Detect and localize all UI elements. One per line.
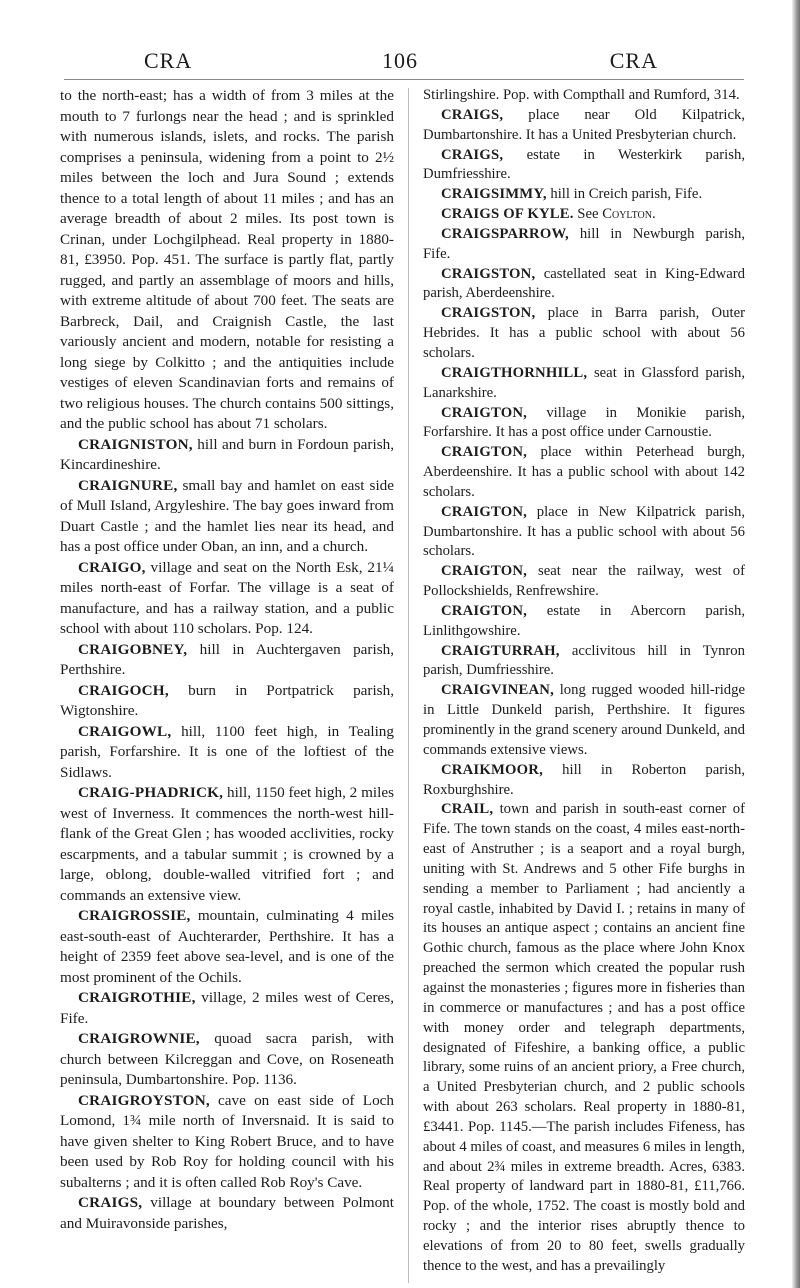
entry-text: castellated seat in King-Edward parish, Aberdeenshire. — [423, 265, 745, 302]
gazetteer-entry — [60, 988, 394, 1029]
gazetteer-entry — [423, 185, 745, 205]
gazetteer-entry — [60, 722, 394, 784]
entry-text: mountain, culminating 4 miles east-south-east of Auchterarder, Perthshire. It has a height of 2359 feet above sea-level, and is one of the most prominent of the Ochils. — [60, 907, 394, 986]
entry-headword: CRAIGNURE, — [78, 476, 178, 494]
page-edge-shadow — [792, 0, 800, 1288]
entry-headword: CRAIGTON, — [441, 602, 527, 619]
entry-headword: CRAIGSTON, — [441, 265, 536, 282]
entry-text: hill, 1150 feet high, 2 miles west of Inverness. It commences the north-west hill-flank of the Great Glen ; has wooded acclivities, rocky escarpments, and a tabular summit ; is crowned by a large, oblong, double-walled vitrified fort ; and commands an extensive view. — [60, 784, 394, 904]
entry-headword: CRAIGTURRAH, — [441, 642, 560, 659]
gazetteer-entry — [423, 503, 745, 563]
gazetteer-entry — [423, 602, 745, 642]
entry-text: hill in Roberton parish, Roxburghshire. — [423, 761, 745, 798]
entry-text: hill and burn in Fordoun parish, Kincardineshire. — [60, 435, 394, 473]
entry-text: long rugged wooded hill-ridge in Little Dunkeld parish, Perthshire. It figures prominently in the grand scenery around Dunkeld, and commands extensive views. — [423, 682, 745, 758]
gazetteer-entry — [60, 1029, 394, 1091]
gazetteer-entry — [60, 681, 394, 722]
entry-text: burn in Portpatrick parish, Wigtonshire. — [60, 681, 394, 719]
gazetteer-entry — [423, 642, 745, 682]
page-number: 106 — [382, 48, 418, 73]
entry-headword: CRAIGROTHIE, — [78, 989, 196, 1006]
gazetteer-entry — [60, 435, 394, 476]
entry-text: hill in Auchtergaven parish, Perthshire. — [60, 640, 394, 678]
entry-text: seat near the railway, west of Pollockshields, Renfrewshire. — [423, 563, 745, 600]
entry-headword: CRAIG-PHADRICK, — [78, 784, 224, 801]
entry-headword: CRAIGOBNEY, — [78, 640, 188, 658]
entry-text: See — [573, 206, 603, 223]
gazetteer-entry — [423, 304, 745, 364]
entry-headword: CRAIL, — [441, 801, 494, 818]
entry-headword: CRAIGSIMMY, — [441, 186, 547, 203]
entry-headword: CRAIGROSSIE, — [78, 907, 191, 924]
left-column — [60, 86, 394, 1234]
gazetteer-entry — [423, 106, 745, 146]
entry-headword: CRAIGTHORNHILL, — [441, 364, 588, 381]
gazetteer-entry — [423, 562, 745, 602]
entry-headword: CRAIGO, — [78, 558, 146, 576]
gazetteer-entry — [423, 761, 745, 801]
entry-headword: CRAIGS, — [441, 146, 504, 163]
entry-headword: CRAIGS OF KYLE. — [441, 206, 574, 223]
entry-headword: CRAIGS, — [78, 1194, 143, 1211]
entry-headword: CRAIGVINEAN, — [441, 682, 554, 699]
entry-text: village at boundary between Polmont and Muiravonside parishes, — [60, 1194, 394, 1232]
header-rule — [64, 79, 744, 80]
gazetteer-entry — [60, 558, 394, 640]
entry-headword: CRAIGTON, — [441, 404, 527, 421]
right-column — [423, 86, 745, 1277]
gazetteer-entry — [423, 681, 745, 760]
entry-text: village and seat on the North Esk, 21¼ miles north-east of Forfar. The village is a seat of manufacture, and has a railway station, and a public school with about 110 scholars. Pop. 124. — [60, 558, 394, 637]
entry-headword: CRAIGTON, — [441, 563, 527, 580]
entry-text: place in New Kilpatrick parish, Dumbartonshire. It has a public school with about 56 scholars. — [423, 503, 745, 560]
entry-text: hill, 1100 feet high, in Tealing parish, Forfarshire. It is one of the loftiest of the Sidlaws. — [60, 722, 394, 781]
gazetteer-entry — [60, 1091, 394, 1194]
entry-headword: CRAIGSPARROW, — [441, 225, 569, 242]
gazetteer-entry — [423, 404, 745, 444]
entry-headword: CRAIGSTON, — [441, 305, 536, 322]
entry-headword: CRAIGS, — [441, 106, 504, 123]
entry-text: village in Monikie parish, Forfarshire. It has a post office under Carnoustie. — [423, 404, 745, 441]
entry-headword: CRAIGOWL, — [78, 722, 172, 740]
gazetteer-entry — [60, 640, 394, 681]
page-header — [60, 48, 740, 76]
gazetteer-entry — [423, 225, 745, 265]
entry-text: place within Peterhead burgh, Aberdeenshire. It has a public school with about 142 scholars. — [423, 444, 745, 500]
entry-text: village, 2 miles west of Ceres, Fife. — [60, 989, 394, 1027]
gazetteer-entry — [60, 783, 394, 906]
entry-headword: CRAIGOCH, — [78, 681, 169, 699]
entry-text: seat in Glassford parish, Lanarkshire. — [423, 364, 745, 401]
entry-headword: CRAIGTON, — [441, 444, 527, 461]
entry-text: Stirlingshire. Pop. with Compthall and Rumford, 314. — [423, 87, 740, 103]
entry-cross-reference: Coylton. — [602, 206, 656, 223]
entry-headword: CRAIKMOOR, — [441, 761, 543, 778]
entry-text: hill in Creich parish, Fife. — [546, 186, 703, 203]
gazetteer-entry — [60, 1193, 394, 1234]
entry-text: hill in Newburgh parish, Fife. — [423, 225, 745, 262]
gazetteer-entry — [423, 86, 745, 106]
entry-text: cave on east side of Loch Lomond, 1¾ mile north of Inversnaid. It is said to have given shelter to King Robert Bruce, and to have been used by Rob Roy for holding council with his subalterns ; and it is often called Rob Roy's Cave. — [60, 1091, 394, 1191]
entry-text: town and parish in south-east corner of Fife. The town stands on the coast, 4 miles east-north-east of Anstruther ; is a seaport and a royal burgh, uniting with St. Andrews and 5 other Fife burghs in sending a member to Parliament ; had anciently a royal castle, inhabited by David I. ; retains in many of its houses an antique aspect ; contains an ancient fine Gothic church, famous as the place where John Knox preached the sermon which created the popular rush against the monasteries ; figures more in fisheries than in commerce or manufactures ; and has a post office with money order and telegraph departments, designated of Fifeshire, a banking office, a public library, some ruins of an ancient priory, a Free church, a United Presbyterian church, and 2 public schools with about 263 scholars. Real property in 1880-81, £3441. Pop. 1145.—The parish includes Fifeness, has about 4 miles of coast, and measures 6 miles in length, and about 2¾ miles in extreme breadth. Acres, 6383. Real property of landward part in 1880-81, £11,766. Pop. of the whole, 1752. The coast is mostly bold and rocky ; and the interior rises abruptly thence to elevations of from 20 to 80 feet, swells gradually thence to the west, and has a prevailingly — [423, 801, 745, 1274]
entry-text: estate in Westerkirk parish, Dumfriesshire. — [423, 146, 745, 183]
entry-headword: CRAIGROYSTON, — [78, 1091, 210, 1109]
entry-text: place near Old Kilpatrick, Dumbartonshire. It has a United Presbyterian church. — [423, 106, 745, 143]
gazetteer-entry — [60, 86, 394, 435]
entry-text: place in Barra parish, Outer Hebrides. It has a public school with about 56 scholars. — [423, 305, 745, 361]
entry-text: small bay and hamlet on east side of Mull Island, Argyleshire. The bay goes inward from Duart Castle ; and the hamlet lies near its head, and has a post office under Oban, an inn, and a church. — [60, 476, 394, 555]
gazetteer-entry — [423, 443, 745, 503]
gazetteer-entry — [423, 800, 745, 1276]
header-left-guideword: CRA — [144, 48, 193, 73]
gazetteer-entry — [423, 146, 745, 186]
column-divider — [408, 88, 409, 1283]
entry-headword: CRAIGTON, — [441, 503, 527, 520]
gazetteer-entry — [423, 265, 745, 305]
entry-text: acclivitous hill in Tynron parish, Dumfriesshire. — [423, 642, 745, 679]
gazetteer-entry — [60, 476, 394, 558]
header-right-guideword: CRA — [609, 48, 658, 73]
entry-text: estate in Abercorn parish, Linlithgowshire. — [423, 602, 745, 639]
entry-headword: CRAIGROWNIE, — [78, 1030, 200, 1047]
gazetteer-entry — [423, 364, 745, 404]
entry-headword: CRAIGNISTON, — [78, 435, 193, 453]
entry-text: quoad sacra parish, with church between Kilcreggan and Cove, on Roseneath peninsula, Dumbartonshire. Pop. 1136. — [60, 1030, 394, 1088]
gazetteer-entry — [423, 205, 745, 225]
entry-text: to the north-east; has a width of from 3 miles at the mouth to 7 furlongs near the head ; and is sprinkled with numerous islands, islets, and rocks. The parish comprises a peninsula, widening from a point to 2½ miles between the loch and Jura Sound ; extends thence to a total length of about 11 miles ; and has an average breadth of about 2 miles. Its post town is Crinan, under Lochgilphead. Real property in 1880-81, £3950. Pop. 451. The surface is partly flat, partly rugged, and partly an assemblage of moors and hills, with extreme altitude of about 700 feet. The seats are Barbreck, Dail, and Craignish Castle, the last variously ancient and modern, notable for resisting a long siege by Colkitto ; and the antiquities include vestiges of eleven Scandinavian forts and remains of two religious houses. The church contains 500 sittings, and the public school has about 71 scholars. — [60, 87, 394, 432]
gazetteer-entry — [60, 906, 394, 988]
